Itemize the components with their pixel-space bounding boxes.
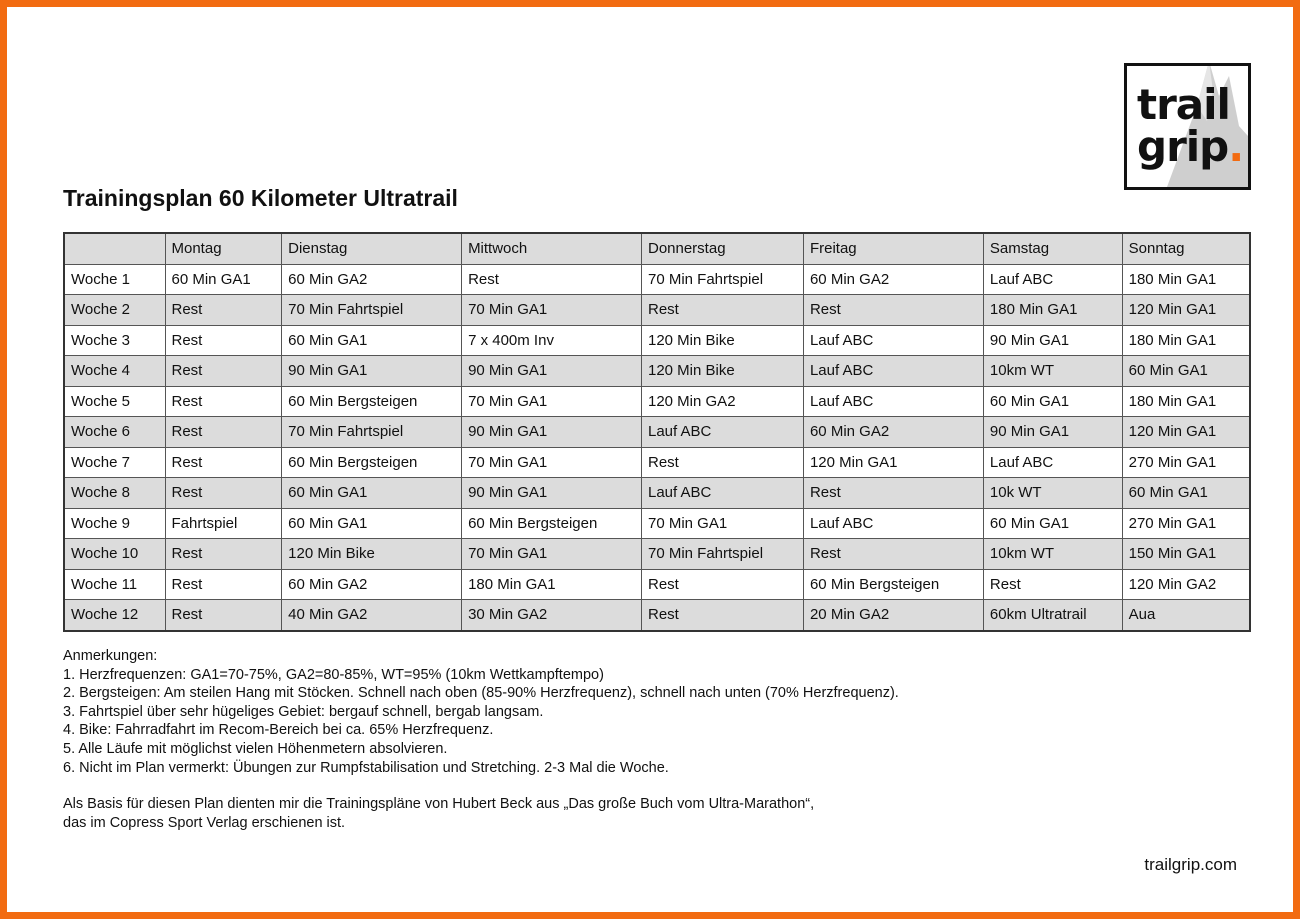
table-row	[64, 295, 1250, 326]
table-cell: Rest	[641, 447, 803, 478]
column-header: Freitag	[803, 233, 983, 264]
table-cell: 70 Min Fahrtspiel	[641, 264, 803, 295]
note-item: 3. Fahrtspiel über sehr hügeliges Gebiet: bergauf schnell, bergab langsam.	[63, 703, 544, 720]
table-cell: 70 Min GA1	[462, 447, 642, 478]
table-row	[64, 325, 1250, 356]
table-row	[64, 417, 1250, 448]
table-cell: 180 Min GA1	[1122, 386, 1250, 417]
note-item: 4. Bike: Fahrradfahrt im Recom-Bereich bei ca. 65% Herzfrequenz.	[63, 722, 494, 739]
table-cell: 60 Min Bergsteigen	[282, 447, 462, 478]
table-row	[64, 478, 1250, 509]
table-cell: Rest	[641, 295, 803, 326]
table-cell: 90 Min GA1	[983, 325, 1122, 356]
header-corner-cell	[64, 233, 165, 264]
table-cell: Lauf ABC	[803, 386, 983, 417]
table-cell: 60 Min Bergsteigen	[803, 569, 983, 600]
column-header: Samstag	[983, 233, 1122, 264]
table-cell: 270 Min GA1	[1122, 447, 1250, 478]
week-label-cell: Woche 6	[64, 417, 165, 448]
table-cell: Rest	[165, 478, 282, 509]
note-item: 1. Herzfrequenzen: GA1=70-75%, GA2=80-85%, WT=95% (10km Wettkampftempo)	[63, 666, 604, 683]
table-cell: 90 Min GA1	[462, 478, 642, 509]
table-row	[64, 600, 1250, 631]
column-header: Montag	[165, 233, 282, 264]
week-label-cell: Woche 5	[64, 386, 165, 417]
table-cell: 70 Min GA1	[462, 386, 642, 417]
table-cell: 10k WT	[983, 478, 1122, 509]
table-cell: Rest	[641, 569, 803, 600]
table-cell: 120 Min GA2	[1122, 569, 1250, 600]
table-cell: Aua	[1122, 600, 1250, 631]
table-cell: Lauf ABC	[803, 508, 983, 539]
week-label-cell: Woche 12	[64, 600, 165, 631]
table-row	[64, 508, 1250, 539]
table-cell: 60 Min GA2	[282, 569, 462, 600]
notes-section	[63, 647, 899, 832]
table-cell: 60 Min GA2	[282, 264, 462, 295]
table-cell: 270 Min GA1	[1122, 508, 1250, 539]
table-cell: 120 Min GA1	[1122, 417, 1250, 448]
table-cell: 90 Min GA1	[983, 417, 1122, 448]
table-cell: 70 Min GA1	[462, 539, 642, 570]
table-cell: 120 Min Bike	[641, 325, 803, 356]
week-label-cell: Woche 2	[64, 295, 165, 326]
table-cell: 70 Min Fahrtspiel	[641, 539, 803, 570]
column-header: Sonntag	[1122, 233, 1250, 264]
table-cell: Lauf ABC	[983, 447, 1122, 478]
table-cell: Lauf ABC	[641, 478, 803, 509]
table-row	[64, 569, 1250, 600]
table-cell: 120 Min Bike	[641, 356, 803, 387]
table-row	[64, 539, 1250, 570]
column-header: Donnerstag	[641, 233, 803, 264]
note-item: 6. Nicht im Plan vermerkt: Übungen zur Rumpfstabilisation und Stretching. 2-3 Mal die Woche.	[63, 759, 669, 776]
table-cell: Lauf ABC	[983, 264, 1122, 295]
table-cell: 60 Min GA1	[1122, 356, 1250, 387]
table-cell: Rest	[803, 295, 983, 326]
table-cell: 30 Min GA2	[462, 600, 642, 631]
logo-line-1: trail	[1137, 80, 1230, 129]
table-cell: 90 Min GA1	[462, 356, 642, 387]
table-cell: 60km Ultratrail	[983, 600, 1122, 631]
table-cell: 60 Min Bergsteigen	[462, 508, 642, 539]
table-cell: 60 Min GA1	[165, 264, 282, 295]
table-cell: 60 Min GA1	[282, 325, 462, 356]
table-row	[64, 356, 1250, 387]
table-cell: 7 x 400m Inv	[462, 325, 642, 356]
table-cell: 120 Min GA1	[1122, 295, 1250, 326]
week-label-cell: Woche 9	[64, 508, 165, 539]
page-title: Trainingsplan 60 Kilometer Ultratrail	[63, 185, 458, 211]
table-header-row	[64, 233, 1250, 264]
week-label-cell: Woche 4	[64, 356, 165, 387]
table-cell: Lauf ABC	[641, 417, 803, 448]
table-cell: 60 Min GA1	[1122, 478, 1250, 509]
table-cell: 120 Min GA1	[803, 447, 983, 478]
table-cell: 60 Min GA1	[983, 386, 1122, 417]
source-line-2: das im Copress Sport Verlag erschienen ist.	[63, 814, 346, 831]
table-cell: Rest	[165, 569, 282, 600]
table-cell: Rest	[165, 539, 282, 570]
table-cell: 60 Min GA2	[803, 417, 983, 448]
table-cell: Rest	[165, 325, 282, 356]
table-cell: Rest	[803, 539, 983, 570]
column-header: Mittwoch	[462, 233, 642, 264]
table-cell: 180 Min GA1	[1122, 325, 1250, 356]
logo-line-2-text: grip	[1137, 122, 1229, 171]
week-label-cell: Woche 8	[64, 478, 165, 509]
table-cell: 180 Min GA1	[1122, 264, 1250, 295]
week-label-cell: Woche 3	[64, 325, 165, 356]
table-cell: Lauf ABC	[803, 325, 983, 356]
table-cell: 180 Min GA1	[462, 569, 642, 600]
table-cell: Rest	[165, 295, 282, 326]
footer-url[interactable]: trailgrip.com	[1144, 855, 1237, 874]
table-row	[64, 447, 1250, 478]
logo-line-2	[1137, 122, 1247, 171]
table-cell: 70 Min Fahrtspiel	[282, 417, 462, 448]
week-label-cell: Woche 1	[64, 264, 165, 295]
week-label-cell: Woche 10	[64, 539, 165, 570]
notes-heading: Anmerkungen:	[63, 648, 158, 664]
table-cell: 180 Min GA1	[983, 295, 1122, 326]
table-cell: Lauf ABC	[803, 356, 983, 387]
table-cell: 60 Min GA1	[282, 508, 462, 539]
table-cell: Rest	[983, 569, 1122, 600]
table-cell: Rest	[462, 264, 642, 295]
table-cell: 90 Min GA1	[462, 417, 642, 448]
note-item: 2. Bergsteigen: Am steilen Hang mit Stöcken. Schnell nach oben (85-90% Herzfrequenz), schnell nach unten (70% Herzfrequenz).	[63, 685, 899, 702]
training-plan-table	[63, 232, 1251, 632]
table-cell: Rest	[803, 478, 983, 509]
note-item: 5. Alle Läufe mit möglichst vielen Höhenmetern absolvieren.	[63, 740, 448, 757]
week-label-cell: Woche 11	[64, 569, 165, 600]
table-cell: Rest	[165, 600, 282, 631]
column-header: Dienstag	[282, 233, 462, 264]
source-line-1: Als Basis für diesen Plan dienten mir die Trainingspläne von Hubert Beck aus „Das große Buch vom Ultra-Marathon“,	[63, 796, 815, 813]
table-cell: Rest	[165, 386, 282, 417]
table-row	[64, 386, 1250, 417]
table-cell: 90 Min GA1	[282, 356, 462, 387]
table-cell: Rest	[165, 447, 282, 478]
trailgrip-logo	[1124, 63, 1251, 190]
table-cell: 60 Min GA1	[282, 478, 462, 509]
logo-dot: .	[1228, 122, 1244, 171]
table-row	[64, 264, 1250, 295]
table-cell: 60 Min Bergsteigen	[282, 386, 462, 417]
table-cell: 60 Min GA1	[983, 508, 1122, 539]
table-cell: Rest	[641, 600, 803, 631]
table-cell: 70 Min GA1	[641, 508, 803, 539]
table-body	[64, 264, 1250, 631]
table-cell: 150 Min GA1	[1122, 539, 1250, 570]
table-cell: 70 Min Fahrtspiel	[282, 295, 462, 326]
table-cell: Rest	[165, 356, 282, 387]
table-cell: 120 Min Bike	[282, 539, 462, 570]
table-cell: 40 Min GA2	[282, 600, 462, 631]
table-cell: 60 Min GA2	[803, 264, 983, 295]
table-cell: 70 Min GA1	[462, 295, 642, 326]
table-cell: 10km WT	[983, 539, 1122, 570]
table-cell: 20 Min GA2	[803, 600, 983, 631]
notes-list	[63, 666, 899, 778]
week-label-cell: Woche 7	[64, 447, 165, 478]
table-cell: Rest	[165, 417, 282, 448]
table-cell: 120 Min GA2	[641, 386, 803, 417]
table-cell: Fahrtspiel	[165, 508, 282, 539]
table-cell: 10km WT	[983, 356, 1122, 387]
